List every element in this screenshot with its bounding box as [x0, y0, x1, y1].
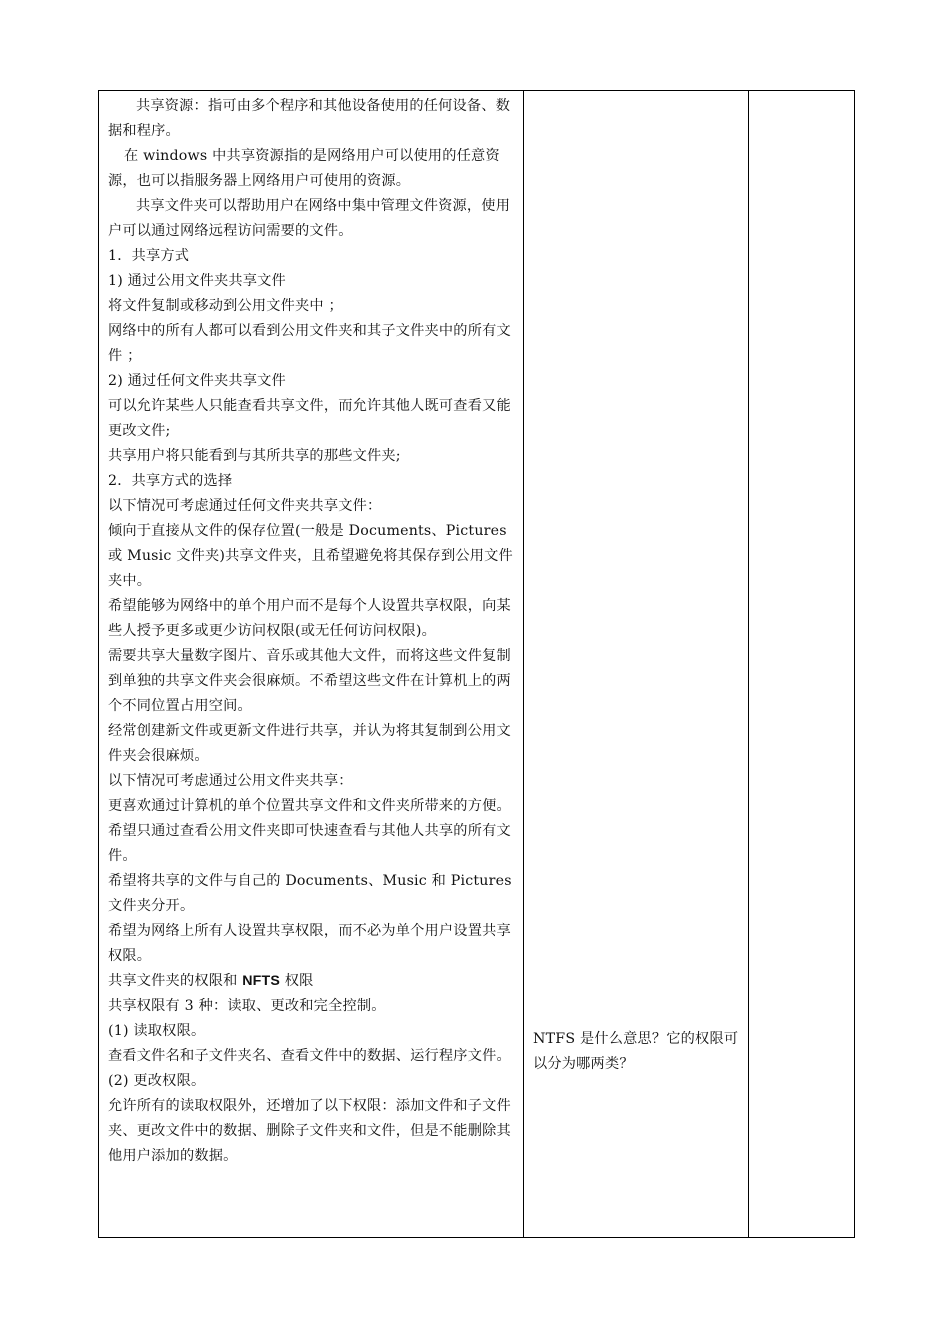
- paragraph: 希望能够为网络中的单个用户而不是每个人设置共享权限，向某些人授予更多或更少访问权限(或无任何访问权限)。: [108, 598, 511, 639]
- paragraph: 在 windows 中共享资源指的是网络用户可以使用的任意资源，也可以指服务器上网络用户可使用的资源。: [108, 148, 500, 189]
- paragraph: 共享文件夹可以帮助用户在网络中集中管理文件资源，使用户可以通过网络远程访问需要的文件。: [108, 198, 511, 239]
- paragraph: 允许所有的读取权限外，还增加了以下权限：添加文件和子文件夹、更改文件中的数据、删除子文件夹和文件，但是不能删除其他用户添加的数据。: [108, 1098, 511, 1164]
- paragraph: 希望将共享的文件与自己的 Documents、Music 和 Pictures 文件夹分开。: [108, 873, 512, 914]
- paragraph: 共享资源：指可由多个程序和其他设备使用的任何设备、数据和程序。: [108, 98, 511, 139]
- heading-text: 共享文件夹的权限和: [108, 973, 243, 989]
- paragraph: 将文件复制或移动到公用文件夹中 ；: [108, 298, 343, 314]
- paragraph: 更喜欢通过计算机的单个位置共享文件和文件夹所带来的方便。: [108, 798, 511, 814]
- paragraph: 共享权限有 3 种：读取、更改和完全控制。: [108, 998, 386, 1014]
- paragraph: 网络中的所有人都可以看到公用文件夹和其子文件夹中的所有文件 ；: [108, 323, 511, 364]
- paragraph: 查看文件名和子文件夹名、查看文件中的数据、运行程序文件。: [108, 1048, 511, 1064]
- subsection-heading: (2) 更改权限。: [108, 1073, 206, 1089]
- paragraph: 希望只通过查看公用文件夹即可快速查看与其他人共享的所有文件。: [108, 823, 511, 864]
- main-content: [99, 91, 523, 1169]
- extra-cell: [749, 91, 855, 1238]
- main-content-cell: [99, 91, 524, 1238]
- note-cell: [524, 91, 749, 1238]
- paragraph: 以下情况可考虑通过任何文件夹共享文件：: [108, 498, 382, 514]
- document-table: [98, 90, 855, 1238]
- paragraph: 共享用户将只能看到与其所共享的那些文件夹;: [108, 448, 401, 464]
- section-heading: [108, 969, 516, 994]
- table-row: [99, 91, 855, 1238]
- paragraph: 希望为网络上所有人设置共享权限，而不必为单个用户设置共享权限。: [108, 923, 511, 964]
- note-question: NTFS 是什么意思？它的权限可以分为哪两类？: [533, 1031, 739, 1072]
- paragraph: 可以允许某些人只能查看共享文件，而允许其他人既可查看又能更改文件;: [108, 398, 511, 439]
- paragraph: 倾向于直接从文件的保存位置(一般是 Documents、Pictures 或 Music 文件夹)共享文件夹，且希望避免将其保存到公用文件夹中。: [108, 523, 513, 589]
- subsection-heading: 2) 通过任何文件夹共享文件: [108, 373, 286, 389]
- paragraph: 经常创建新文件或更新文件进行共享，并认为将其复制到公用文件夹会很麻烦。: [108, 723, 511, 764]
- heading-text: 权限: [280, 973, 314, 989]
- subsection-heading: 1) 通过公用文件夹共享文件: [108, 273, 286, 289]
- paragraph: 以下情况可考虑通过公用文件夹共享：: [108, 773, 353, 789]
- section-heading: 1．共享方式: [108, 248, 190, 264]
- heading-bold-term: NFTS: [242, 973, 281, 989]
- paragraph: 需要共享大量数字图片、音乐或其他大文件，而将这些文件复制到单独的共享文件夹会很麻烦。不希望这些文件在计算机上的两个不同位置占用空间。: [108, 648, 511, 714]
- subsection-heading: (1) 读取权限。: [108, 1023, 206, 1039]
- section-heading: 2．共享方式的选择: [108, 473, 233, 489]
